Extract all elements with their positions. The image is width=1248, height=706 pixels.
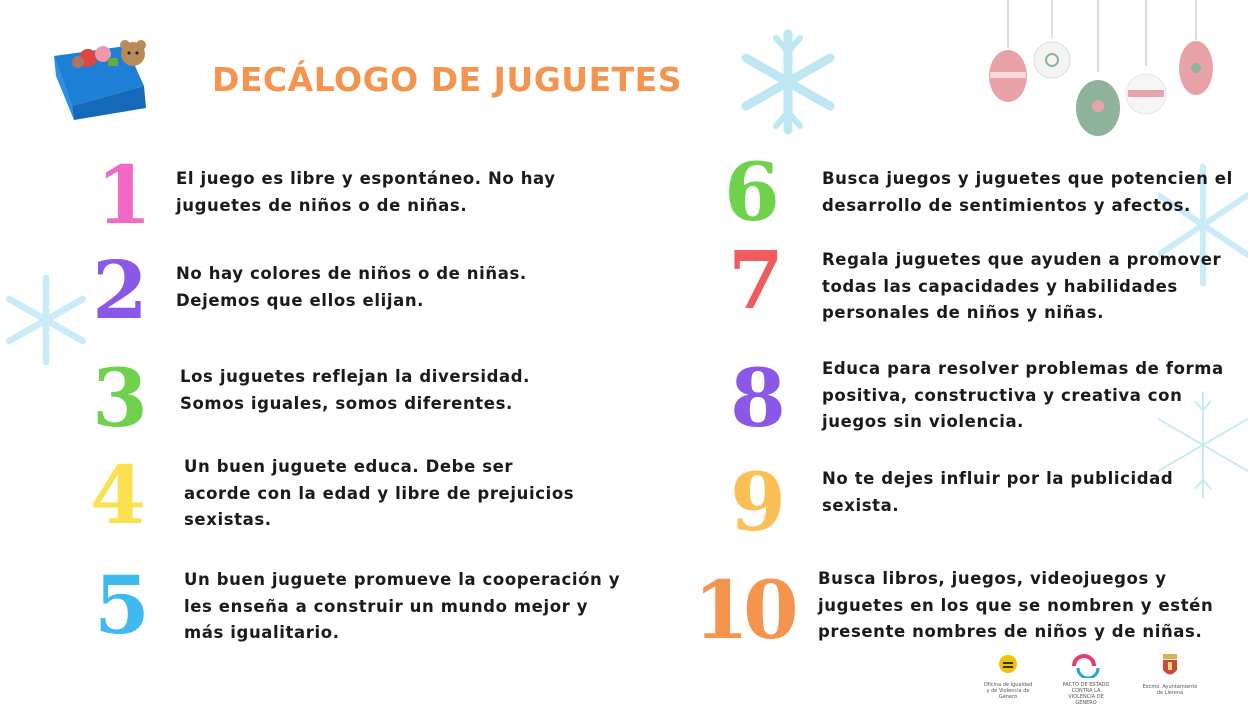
item-number-3: 3 (92, 351, 148, 445)
item-number-9: 9 (730, 455, 786, 549)
item-line: personales de niños y niñas. (822, 303, 1105, 322)
snowflake-icon (738, 28, 838, 136)
item-line: Un buen juguete promueve la cooperación y (184, 570, 621, 589)
item-text-1 (176, 166, 556, 219)
item-line: presente nombres de niños y de niñas. (818, 622, 1203, 641)
item-line: juegos sin violencia. (822, 412, 1025, 431)
item-number-1: 1 (96, 148, 152, 242)
item-text-10 (818, 566, 1213, 646)
snowflake-icon (0, 250, 92, 390)
item-line: Dejemos que ellos elijan. (176, 290, 425, 310)
logo-caption: de Llerena (1156, 690, 1184, 696)
item-text-5 (184, 567, 620, 647)
item-number-10: 10 (693, 563, 793, 657)
item-line: Un buen juguete educa. Debe ser (184, 457, 514, 476)
item-text-2 (176, 261, 527, 314)
town-hall-crest (1140, 652, 1200, 696)
item-line: Regala juguetes que ayuden a promover (822, 250, 1222, 269)
item-text-4 (184, 454, 574, 534)
item-number-7: 7 (728, 233, 784, 327)
item-line: juguetes de niños o de niñas. (176, 195, 468, 215)
item-text-9 (822, 466, 1173, 519)
item-line: desarrollo de sentimientos y afectos. (822, 195, 1191, 215)
pacto-estado-icon (1068, 654, 1104, 678)
item-text-3 (180, 364, 530, 417)
item-line: El juego es libre y espontáneo. No hay (176, 169, 556, 188)
item-text-8 (822, 356, 1224, 436)
pacto-estado-logo (1060, 654, 1112, 706)
item-number-2: 2 (92, 243, 148, 337)
equality-office-logo (980, 652, 1036, 700)
item-line: Educa para resolver problemas de forma (822, 359, 1224, 378)
item-line: más igualitario. (184, 623, 340, 642)
item-line: Los juguetes reflejan la diversidad. (180, 367, 531, 386)
item-line: No hay colores de niños o de niñas. (176, 264, 527, 283)
item-line: sexista. (822, 495, 900, 515)
item-text-6 (822, 166, 1233, 219)
toy-box-illustration (48, 36, 160, 120)
item-line: sexistas. (184, 510, 272, 529)
item-line: todas las capacidades y habilidades (822, 276, 1178, 296)
item-line: Busca juegos y juguetes que potencien el (822, 169, 1233, 188)
logo-caption: Excmo. Ayuntamiento (1142, 684, 1198, 690)
item-line: Somos iguales, somos diferentes. (180, 393, 513, 413)
item-line: juguetes en los que se nombren y estén (818, 595, 1214, 615)
item-text-7 (822, 247, 1221, 327)
page-title: DECÁLOGO DE JUGUETES (212, 60, 682, 99)
item-number-6: 6 (724, 145, 780, 239)
item-line: Busca libros, juegos, videojuegos y (818, 569, 1167, 588)
item-line: acorde con la edad y libre de prejuicios (184, 483, 575, 503)
item-line: les enseña a construir un mundo mejor y (184, 596, 589, 616)
christmas-ornaments (980, 0, 1220, 150)
item-number-5: 5 (94, 558, 150, 652)
item-number-8: 8 (730, 351, 786, 445)
logo-caption: y de Violencia de Género (986, 688, 1030, 700)
equality-office-icon (995, 652, 1021, 678)
logo-caption: Oficina de Igualdad (983, 682, 1033, 688)
logo-caption: PACTO DE ESTADO (1062, 682, 1110, 688)
logo-caption: CONTRA LA VIOLENCIA DE GÉNERO (1068, 688, 1104, 706)
item-line: positiva, constructiva y creativa con (822, 385, 1183, 405)
crest-icon (1160, 652, 1180, 680)
item-line: No te dejes influir por la publicidad (822, 469, 1174, 488)
item-number-4: 4 (90, 448, 146, 542)
